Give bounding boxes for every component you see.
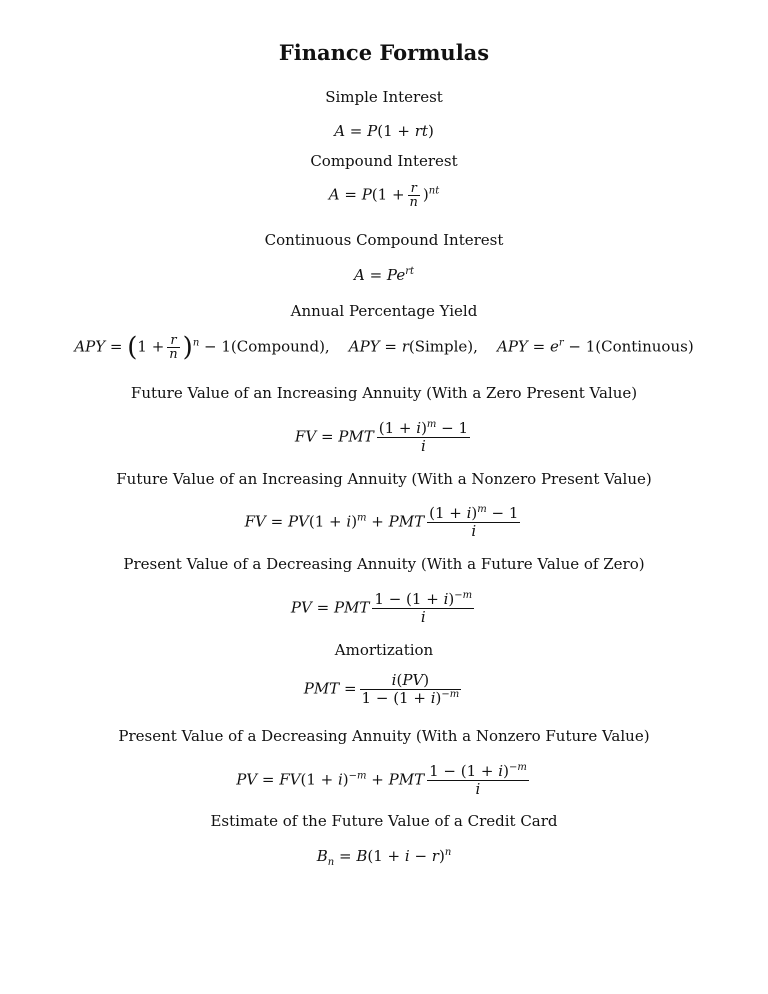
section-heading-continuous-compound-interest: Continuous Compound Interest <box>264 231 504 249</box>
formula-compound-interest: A = P(1 + $\frac{r}{n}$ )$^{nt}$ <box>328 181 440 210</box>
formula-credit-card-estimate: $B_n = B(1 + i - r)^n$ <box>316 847 452 868</box>
page-title: Finance Formulas <box>278 40 490 65</box>
formula-fv-increasing-annuity-nonzero-pv: FV = $PV(1 + i)^m$ + PMT $\frac{(1 + i)^m - 1}{i}$ <box>244 504 519 540</box>
formula-amortization: PMT = $\frac{i(PV)}{1 - (1 + i)^{-m}}$ <box>303 671 460 707</box>
formula-pv-decreasing-annuity-nonzero-fv: PV = $FV(1 + i)^{-m}$ + PMT $\frac{1 - (1 + i)^{-m}}{i}$ <box>236 762 527 798</box>
formula-continuous-compound-interest: $A = Pe^{rt}$ <box>353 266 415 284</box>
formula-annual-percentage-yield: APY = (1 + $\frac{r}{n}$ )$^n$ − 1(Compound), APY = r(Simple), APY = $e^r$ − 1(Continuous) <box>74 332 694 363</box>
section-heading-simple-interest: Simple Interest <box>325 88 443 106</box>
section-heading-credit-card-estimate: Estimate of the Future Value of a Credit Card <box>210 812 558 830</box>
section-heading-compound-interest: Compound Interest <box>310 152 458 170</box>
section-heading-fv-increasing-annuity-zero-pv: Future Value of an Increasing Annuity (With a Zero Present Value) <box>130 384 638 402</box>
formula-pv-decreasing-annuity-zero-fv: PV = PMT $\frac{1 - (1 + i)^{-m}}{i}$ <box>290 590 473 626</box>
section-heading-pv-decreasing-annuity-nonzero-fv: Present Value of a Decreasing Annuity (With a Nonzero Future Value) <box>118 727 650 745</box>
section-heading-fv-increasing-annuity-nonzero-pv: Future Value of an Increasing Annuity (With a Nonzero Present Value) <box>116 470 652 488</box>
section-heading-amortization: Amortization <box>334 641 434 659</box>
section-heading-annual-percentage-yield: Annual Percentage Yield <box>290 302 478 320</box>
section-heading-pv-decreasing-annuity-zero-fv: Present Value of a Decreasing Annuity (With a Future Value of Zero) <box>123 555 645 573</box>
formula-fv-increasing-annuity-zero-pv: FV = PMT $\frac{(1 + i)^m - 1}{i}$ <box>294 419 469 455</box>
formula-simple-interest: A = P(1 + rt) <box>334 122 434 140</box>
